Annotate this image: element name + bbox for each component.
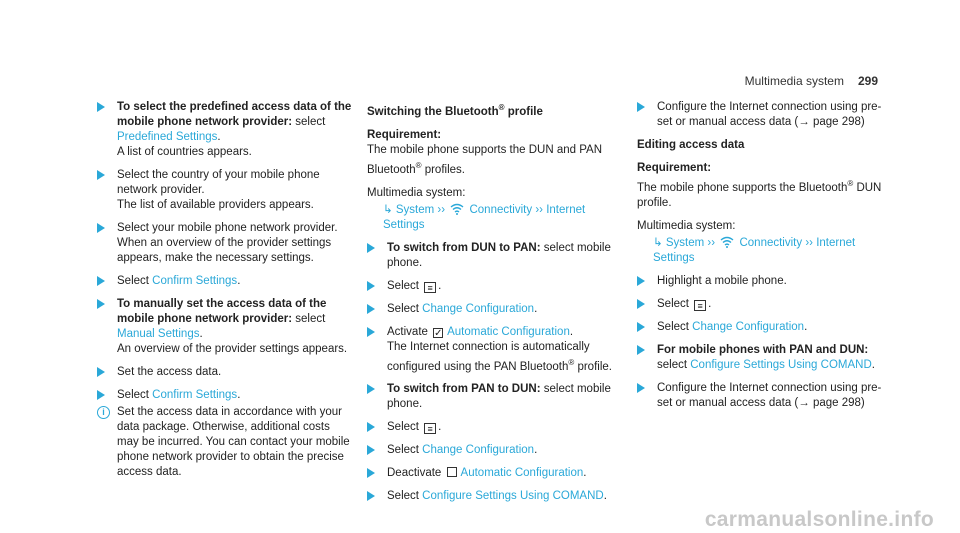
step-change-config-2 bbox=[367, 443, 617, 458]
step-manual-settings bbox=[97, 297, 352, 357]
step-text: Activate bbox=[387, 325, 432, 338]
step-punct: . bbox=[199, 328, 203, 340]
step-arrow-icon bbox=[637, 299, 645, 309]
step-text: Select bbox=[387, 302, 423, 315]
step-arrow-icon bbox=[637, 322, 645, 332]
path-separator-icon: ›› bbox=[805, 236, 813, 249]
menu-path bbox=[367, 203, 617, 233]
step-set-access-data bbox=[97, 365, 352, 380]
step-title: To switch from PAN to DUN: bbox=[387, 383, 541, 396]
checkbox-checked-icon[interactable]: ✓ bbox=[434, 327, 443, 339]
step-arrow-icon bbox=[637, 345, 645, 355]
requirement-text: The mobile phone supports the Bluetooth bbox=[637, 181, 848, 194]
requirement bbox=[637, 161, 882, 211]
step-title: For mobile phones with PAN and DUN: bbox=[657, 343, 869, 356]
step-change-config bbox=[367, 302, 617, 317]
step-title: To manually set the access data of the mobile phone network provider: bbox=[117, 298, 327, 325]
step-arrow-icon bbox=[367, 327, 375, 337]
step-arrow-icon bbox=[97, 367, 105, 377]
step-result: An overview of the provider settings appears. bbox=[117, 343, 348, 355]
link-change-configuration[interactable]: Change Configuration bbox=[422, 302, 535, 315]
page-number: 299 bbox=[857, 74, 878, 88]
step-punct: . bbox=[534, 444, 538, 457]
column-1 bbox=[97, 100, 352, 488]
step-text: select mobile phone. bbox=[387, 383, 611, 411]
step-arrow-icon bbox=[637, 102, 645, 112]
link-change-configuration[interactable]: Change Configuration bbox=[692, 320, 805, 333]
step-confirm-settings bbox=[97, 274, 352, 289]
step-title: To switch from DUN to PAN: bbox=[387, 241, 541, 254]
menu-icon[interactable]: ≡ bbox=[424, 282, 436, 293]
path-separator-icon: ›› bbox=[535, 203, 543, 216]
step-arrow-icon bbox=[367, 281, 375, 291]
watermark: carmanualsonline.info bbox=[704, 508, 934, 531]
step-text: Set the access data. bbox=[117, 366, 222, 378]
step-arrow-icon bbox=[97, 170, 105, 180]
step-text: Select bbox=[117, 389, 153, 401]
step-arrow-icon bbox=[367, 384, 375, 394]
step-punct: . bbox=[438, 421, 442, 434]
step-text: Select your mobile phone network provider. bbox=[117, 222, 338, 234]
link-confirm-settings[interactable]: Confirm Settings bbox=[152, 389, 238, 401]
page-header bbox=[745, 74, 878, 89]
section-heading bbox=[367, 100, 617, 120]
step-text: Select bbox=[117, 275, 153, 287]
step-punct: . bbox=[569, 325, 574, 338]
wifi-icon bbox=[720, 236, 734, 248]
step-dun-to-pan bbox=[367, 241, 617, 271]
requirement bbox=[367, 128, 617, 178]
path-internet-settings[interactable]: Internet Settings bbox=[653, 236, 856, 264]
multimedia-label: Multimedia system: bbox=[367, 186, 466, 199]
wifi-icon bbox=[450, 203, 464, 215]
path-separator-icon: ›› bbox=[707, 236, 716, 249]
step-punct: . bbox=[583, 467, 587, 480]
requirement-text: DUN profile. bbox=[637, 181, 882, 209]
step-text: select mobile phone. bbox=[387, 241, 611, 269]
multimedia-label: Multimedia system: bbox=[637, 219, 736, 232]
registered-mark: ® bbox=[415, 160, 422, 170]
step-arrow-icon bbox=[367, 445, 375, 455]
step-arrow-icon bbox=[97, 390, 105, 400]
step-text: Highlight a mobile phone. bbox=[657, 274, 787, 287]
link-predefined-settings[interactable]: Predefined Settings bbox=[117, 131, 218, 143]
step-deactivate-auto bbox=[367, 466, 617, 481]
step-arrow-icon bbox=[97, 299, 105, 309]
step-title: To select the predefined access data of the mobile phone network provider: bbox=[117, 101, 352, 128]
requirement-text: The mobile phone supports the DUN and PAN Bluetooth bbox=[367, 143, 603, 176]
column-2 bbox=[367, 100, 617, 512]
step-text: Select bbox=[387, 444, 423, 457]
menu-icon[interactable]: ≡ bbox=[424, 423, 436, 434]
step-text: select bbox=[657, 358, 691, 371]
step-configure-internet-2 bbox=[637, 381, 882, 411]
step-result: The list of available providers appears. bbox=[117, 199, 314, 211]
step-punct: . bbox=[217, 131, 221, 143]
return-icon: ↳ bbox=[383, 203, 393, 216]
step-text: Select bbox=[387, 279, 423, 292]
link-automatic-configuration[interactable]: Automatic Configuration bbox=[447, 325, 570, 338]
link-configure-settings-comand[interactable]: Configure Settings Using COMAND bbox=[422, 490, 604, 503]
menu-icon[interactable]: ≡ bbox=[694, 300, 706, 311]
link-configure-settings-comand[interactable]: Configure Settings Using COMAND bbox=[690, 358, 872, 371]
step-activate-auto bbox=[367, 325, 617, 375]
step-text: Select bbox=[657, 320, 693, 333]
requirement-label: Requirement: bbox=[367, 128, 442, 141]
step-highlight-phone bbox=[637, 274, 882, 289]
link-confirm-settings[interactable]: Confirm Settings bbox=[152, 275, 238, 287]
step-arrow-icon bbox=[367, 304, 375, 314]
step-punct: . bbox=[708, 297, 712, 310]
checkbox-unchecked-icon[interactable] bbox=[447, 467, 457, 477]
step-arrow-icon bbox=[97, 102, 105, 112]
step-arrow-icon bbox=[637, 383, 645, 393]
column-3 bbox=[637, 100, 882, 419]
step-text: select bbox=[292, 116, 326, 128]
step-change-config bbox=[637, 320, 882, 335]
step-select-provider bbox=[97, 221, 352, 266]
step-text: Configure the Internet connection using pre-set or manual access data (→ page 298) bbox=[657, 381, 882, 409]
step-text: Configure the Internet connection using pre-set or manual access data (→ page 298) bbox=[657, 101, 882, 128]
step-configure-internet bbox=[637, 100, 882, 130]
step-text: Select the country of your mobile phone network provider. bbox=[117, 169, 320, 196]
path-internet-settings[interactable]: Internet Settings bbox=[383, 203, 586, 231]
step-result: A list of countries appears. bbox=[117, 146, 252, 158]
step-confirm-settings-2 bbox=[97, 388, 352, 403]
step-arrow-icon bbox=[97, 223, 105, 233]
step-select-menu bbox=[637, 297, 882, 312]
step-select-menu-2 bbox=[367, 420, 617, 435]
requirement-label: Requirement: bbox=[637, 162, 712, 174]
link-manual-settings[interactable]: Manual Settings bbox=[117, 328, 200, 340]
step-punct: . bbox=[804, 320, 808, 333]
note-text: Set the access data in accordance with your data package. Otherwise, additional costs may be incurred. You can contact your mobile phone network provider to obtain the precise access data. bbox=[117, 406, 350, 478]
path-separator-icon: ›› bbox=[437, 203, 446, 216]
step-text: Select bbox=[657, 297, 693, 310]
section-heading: Editing access data bbox=[637, 139, 745, 151]
step-text: Select bbox=[387, 421, 423, 434]
step-punct: . bbox=[871, 358, 875, 371]
info-icon: i bbox=[97, 406, 110, 419]
heading-text: profile bbox=[504, 105, 543, 118]
step-arrow-icon bbox=[97, 276, 105, 286]
registered-mark: ® bbox=[498, 103, 505, 112]
step-punct: . bbox=[603, 490, 607, 503]
registered-mark: ® bbox=[568, 357, 575, 367]
step-punct: . bbox=[237, 275, 241, 287]
path-connectivity[interactable]: Connectivity bbox=[739, 236, 803, 249]
menu-path bbox=[637, 236, 882, 266]
step-select-country bbox=[97, 168, 352, 213]
requirement-text: profiles. bbox=[421, 163, 465, 176]
step-pan-to-dun bbox=[367, 382, 617, 412]
step-pan-and-dun bbox=[637, 343, 882, 373]
step-text: Select bbox=[387, 490, 423, 503]
step-select-menu bbox=[367, 279, 617, 294]
step-punct: . bbox=[237, 389, 241, 401]
path-system[interactable]: System bbox=[395, 203, 435, 216]
link-automatic-configuration[interactable]: Automatic Configuration bbox=[460, 467, 584, 480]
step-arrow-icon bbox=[367, 243, 375, 253]
header-title: Multimedia system bbox=[744, 74, 844, 88]
path-system[interactable]: System bbox=[665, 236, 705, 249]
step-arrow-icon bbox=[367, 491, 375, 501]
step-text: select bbox=[292, 313, 326, 325]
step-punct: . bbox=[534, 302, 538, 315]
step-configure-comand bbox=[367, 489, 617, 504]
registered-mark: ® bbox=[847, 179, 854, 188]
heading-text: Switching the Bluetooth bbox=[367, 105, 499, 118]
step-arrow-icon bbox=[367, 422, 375, 432]
step-result: profile. bbox=[574, 360, 612, 373]
link-change-configuration[interactable]: Change Configuration bbox=[422, 444, 535, 457]
step-arrow-icon bbox=[367, 468, 375, 478]
return-icon: ↳ bbox=[653, 236, 663, 249]
step-text: Deactivate bbox=[387, 467, 445, 480]
step-result: When an overview of the provider settings appears, make the necessary settings. bbox=[117, 237, 332, 264]
info-note bbox=[97, 405, 352, 480]
path-connectivity[interactable]: Connectivity bbox=[469, 203, 533, 216]
step-arrow-icon bbox=[637, 276, 645, 286]
step-select-predefined bbox=[97, 100, 352, 160]
step-punct: . bbox=[438, 279, 442, 292]
step-result: The Internet connection is automatically configured using the PAN Bluetooth bbox=[387, 340, 590, 373]
